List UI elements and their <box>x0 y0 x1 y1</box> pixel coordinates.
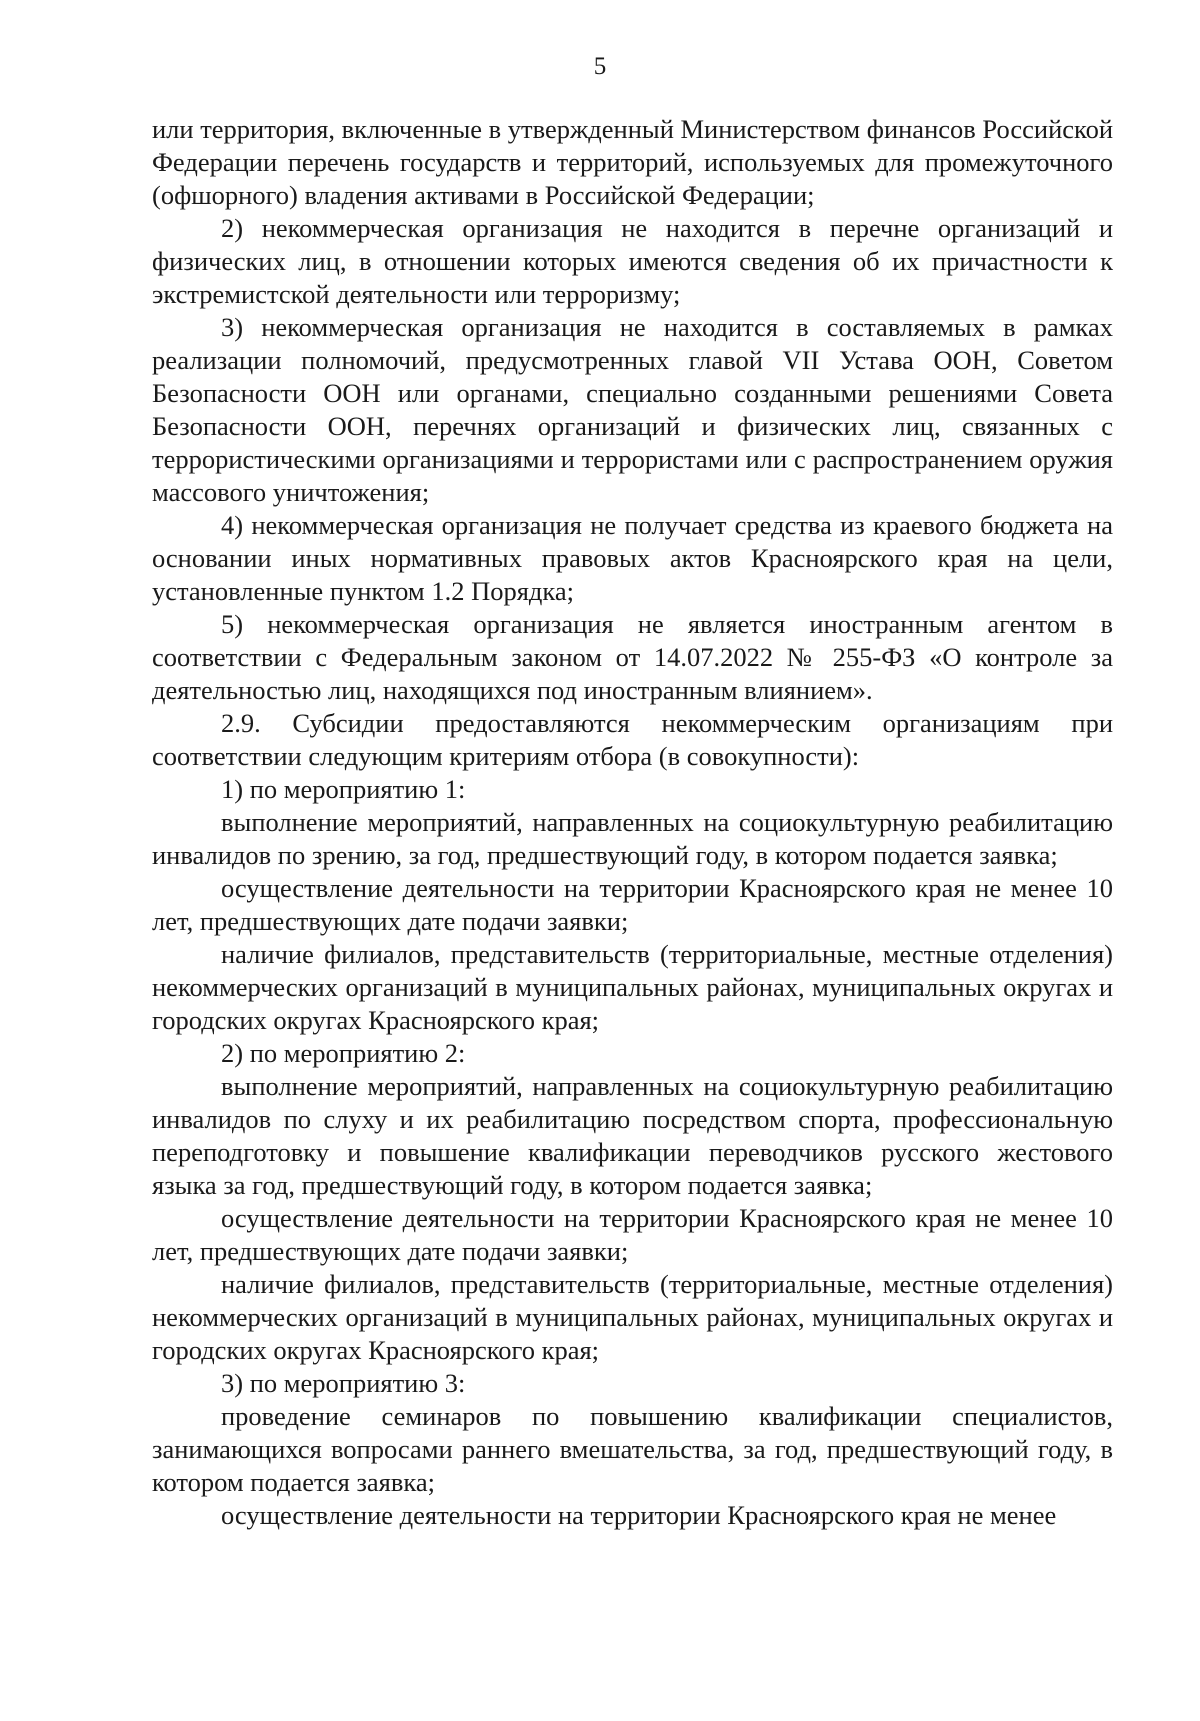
page-number: 5 <box>593 53 607 80</box>
paragraph: 2) некоммерческая организация не находится в перечне организаций и физических лиц, в отношении которых имеются сведения об их причастности к экстремистской деятельности или терроризму; <box>152 213 1113 309</box>
paragraph: 5) некоммерческая организация не является иностранным агентом в соответствии с Федеральным законом от 14.07.2022 № 255-ФЗ «О контроле за деятельностью лиц, находящихся под иностранным влиянием». <box>152 609 1113 705</box>
paragraph: осуществление деятельности на территории Красноярского края не менее 10 лет, предшествующих дате подачи заявки; <box>152 1203 1113 1266</box>
paragraph: проведение семинаров по повышению квалификации специалистов, занимающихся вопросами раннего вмешательства, за год, предшествующий году, в котором подается заявка; <box>152 1401 1113 1497</box>
paragraph: 1) по мероприятию 1: <box>221 774 466 804</box>
paragraph: 3) по мероприятию 3: <box>221 1368 466 1398</box>
paragraph: наличие филиалов, представительств (территориальные, местные отделения) некоммерческих организаций в муниципальных районах, муниципальных округах и городских округах Красноярского края; <box>152 939 1113 1035</box>
paragraph: наличие филиалов, представительств (территориальные, местные отделения) некоммерческих организаций в муниципальных районах, муниципальных округах и городских округах Красноярского края; <box>152 1269 1113 1365</box>
paragraph: осуществление деятельности на территории Красноярского края не менее 10 лет, предшествующих дате подачи заявки; <box>152 873 1113 936</box>
paragraph: выполнение мероприятий, направленных на социокультурную реабилитацию инвалидов по зрению, за год, предшествующий году, в котором подается заявка; <box>152 807 1113 870</box>
paragraph: 4) некоммерческая организация не получает средства из краевого бюджета на основании иных нормативных правовых актов Красноярского края на цели, установленные пунктом 1.2 Порядка; <box>152 510 1113 606</box>
document-body <box>152 113 1113 1532</box>
paragraph: 3) некоммерческая организация не находится в составляемых в рамках реализации полномочий, предусмотренных главой VII Устава ООН, Советом Безопасности ООН или органами, специально созданными решениями Совета Безопасности ООН, перечнях организаций и физических лиц, связанных с террористическими организациями и террористами или с распространением оружия массового уничтожения; <box>152 312 1113 507</box>
paragraph: или территория, включенные в утвержденный Министерством финансов Российской Федерации перечень государств и территорий, используемых для промежуточного (офшорного) владения активами в Российской Федерации; <box>152 114 1114 210</box>
paragraph: 2.9. Субсидии предоставляются некоммерческим организациям при соответствии следующим критериям отбора (в совокупности): <box>152 708 1113 771</box>
paragraph: выполнение мероприятий, направленных на социокультурную реабилитацию инвалидов по слуху и их реабилитацию посредством спорта, профессиональную переподготовку и повышение квалификации переводчиков русского жестового языка за год, предшествующий году, в котором подается заявка; <box>152 1071 1113 1200</box>
paragraph: 2) по мероприятию 2: <box>221 1038 466 1068</box>
paragraph: осуществление деятельности на территории Красноярского края не менее <box>221 1500 1057 1530</box>
